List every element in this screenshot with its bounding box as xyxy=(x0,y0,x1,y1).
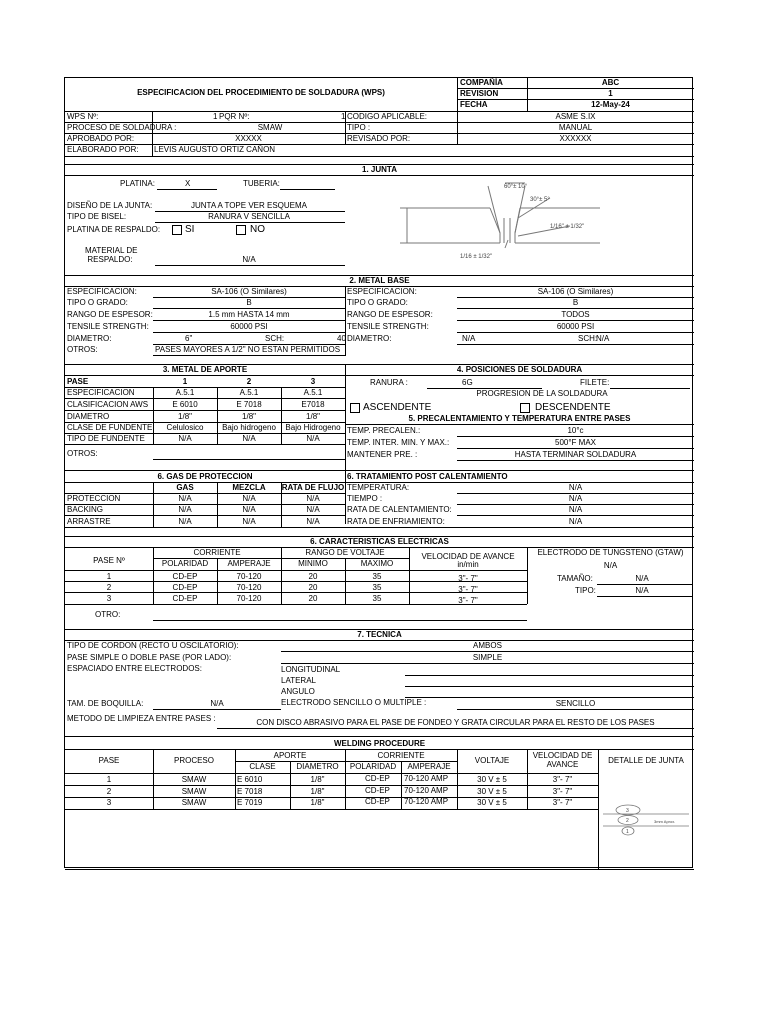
aporte-cell: E 6010 xyxy=(172,400,198,409)
boquilla-value: N/A xyxy=(210,699,224,708)
pase-simple-value: SIMPLE xyxy=(472,653,503,662)
pass-label-2: 2 xyxy=(626,818,629,824)
mb-otros-label: OTROS: xyxy=(67,345,98,354)
proc-cell: SMAW xyxy=(181,775,207,784)
aporte-col-2: 2 xyxy=(246,377,252,386)
proc-h-clase: CLASE xyxy=(249,762,276,771)
proceso-label: PROCESO DE SOLDADURA : xyxy=(67,123,177,132)
pqr-label: PQR Nº: xyxy=(219,112,250,121)
tipo-value-el: N/A xyxy=(635,586,649,595)
mb-sch-1: 40 xyxy=(337,334,346,343)
el-cell: 2 xyxy=(106,583,112,592)
aporte-cell: 1/8" xyxy=(306,412,320,421)
proc-h-diametro: DIAMETRO xyxy=(296,762,339,771)
proc-cell: 2 xyxy=(106,787,112,796)
electrodo-value: SENCILLO xyxy=(555,699,596,708)
proceso-value: SMAW xyxy=(257,123,283,132)
tecnica-title: 7. TECNICA xyxy=(357,630,402,639)
post-row-label: TIEMPO : xyxy=(347,494,383,503)
proc-cell: 1 xyxy=(106,775,112,784)
ranura-label: RANURA : xyxy=(370,378,408,387)
posiciones-title: 4. POSICIONES DE SOLDADURA xyxy=(456,365,583,374)
el-cell: 35 xyxy=(372,572,382,581)
diseno-label: DISEÑO DE LA JUNTA: xyxy=(67,201,153,210)
elaborado-value: LEVIS AUGUSTO ORTIZ CAÑON xyxy=(154,145,276,154)
proc-cell: SMAW xyxy=(181,787,207,796)
proc-cell: 1/8" xyxy=(310,775,325,784)
mb-grado-1: B xyxy=(246,298,252,307)
mb-rango-1: 1.5 mm HASTA 14 mm xyxy=(208,310,290,319)
proc-cell: SMAW xyxy=(181,798,207,807)
elaborado-label: ELABORADO POR: xyxy=(67,145,139,154)
procedure-title: WELDING PROCEDURE xyxy=(333,739,426,748)
gas-title: 6. GAS DE PROTECCION xyxy=(157,472,253,481)
dim-bevel: 30°± 5° xyxy=(530,197,550,203)
cordon-label: TIPO DE CORDON (RECTO U OSCILATORIO): xyxy=(67,641,239,650)
proc-cell: 30 V ± 5 xyxy=(477,798,507,807)
no-checkbox[interactable] xyxy=(236,225,246,235)
gas-col: MEZCLA xyxy=(232,483,266,492)
tipo-label-el: TIPO: xyxy=(575,586,596,595)
el-cell: 20 xyxy=(308,572,318,581)
dim-root: 1/16" ± 1/32" xyxy=(550,224,585,230)
fecha-value: 12-May-24 xyxy=(591,100,630,109)
gas-row-label: ARRASTRE xyxy=(67,517,111,526)
mb-esp-label-2: ESPECIFICACION: xyxy=(347,287,417,296)
gas-cell: N/A xyxy=(242,505,256,514)
post-cell: N/A xyxy=(568,483,583,492)
gas-cell: N/A xyxy=(178,517,192,526)
boquilla-label: TAM. DE BOQUILLA: xyxy=(67,699,144,708)
mb-sch-label: SCH: xyxy=(265,334,285,343)
gas-cell: N/A xyxy=(178,494,192,503)
angulo-label: ANGULO xyxy=(281,687,315,696)
proc-h-amperaje: AMPERAJE xyxy=(407,762,451,771)
platina-label: PLATINA: xyxy=(120,179,155,188)
proc-h-aporte: APORTE xyxy=(273,751,307,760)
el-cell: CD-EP xyxy=(172,594,198,603)
gas-cell: N/A xyxy=(306,517,320,526)
post-cell: N/A xyxy=(568,505,583,514)
el-cell: 3 xyxy=(106,594,112,603)
mb-esp-2: SA-106 (O Similares) xyxy=(537,287,614,296)
proc-cell: E 6010 xyxy=(237,775,263,784)
respaldo-label: PLATINA DE RESPALDO: xyxy=(67,225,161,234)
proc-cell: CD-EP xyxy=(365,774,390,783)
mb-tensile-label-2: TENSILE STRENGTH: xyxy=(347,322,429,331)
aporte-otros-label: OTROS: xyxy=(67,449,98,458)
aporte-row-label: CLASE DE FUNDENTE xyxy=(67,423,153,432)
aporte-col-3: 3 xyxy=(310,377,316,386)
tamano-label: TAMAÑO: xyxy=(557,574,593,583)
mb-esp-label: ESPECIFICACION: xyxy=(67,287,137,296)
aporte-col-1: 1 xyxy=(182,377,188,386)
aporte-cell: E7018 xyxy=(301,400,325,409)
mb-diam-2: N/A xyxy=(462,334,476,343)
proc-cell: 70-120 AMP xyxy=(404,786,449,795)
electrodo-label: ELECTRODO SENCILLO O MULTIPLE : xyxy=(281,698,427,707)
gas-col: RATA DE FLUJO xyxy=(281,483,345,492)
post-cell: N/A xyxy=(568,517,583,526)
aporte-row-label: TIPO DE FUNDENTE xyxy=(67,434,145,443)
proc-cell: E 7018 xyxy=(237,787,263,796)
diseno-value: JUNTA A TOPE VER ESQUEMA xyxy=(190,201,308,210)
el-velocidad-header: VELOCIDAD DE AVANCE xyxy=(421,552,515,561)
el-pase-header: PASE Nº xyxy=(93,556,125,565)
platina-value: X xyxy=(185,179,191,188)
metal-base-title: 2. METAL BASE xyxy=(349,276,410,285)
el-cell: CD-EP xyxy=(172,572,198,581)
aporte-cell: A.5.1 xyxy=(303,388,323,397)
el-amperaje-header: AMPERAJE xyxy=(227,559,271,568)
mb-sch-2: N/A xyxy=(596,334,610,343)
proc-cell: 70-120 AMP xyxy=(404,774,449,783)
wps-sheet xyxy=(64,77,693,868)
mb-tensile-1: 60000 PSI xyxy=(230,322,268,331)
proc-cell: 30 V ± 5 xyxy=(477,787,507,796)
precal-inter-label: TEMP. INTER. MIN. Y MAX.: xyxy=(347,438,450,447)
revision-value: 1 xyxy=(608,89,613,98)
pase-simple-label: PASE SIMPLE O DOBLE PASE (POR LADO): xyxy=(67,653,232,662)
ascendente-checkbox[interactable] xyxy=(350,403,360,413)
aporte-title: 3. METAL DE APORTE xyxy=(162,365,248,374)
wps-value: 1 xyxy=(213,112,218,121)
el-cell: 3"- 7" xyxy=(458,596,478,605)
proc-cell: CD-EP xyxy=(365,786,390,795)
codigo-label: CODIGO APLICABLE: xyxy=(347,112,428,121)
aporte-cell: N/A xyxy=(306,434,320,443)
material-label-1: MATERIAL DE xyxy=(85,246,138,255)
mb-tensile-label: TENSILE STRENGTH: xyxy=(67,322,149,331)
mb-grado-label: TIPO O GRADO: xyxy=(67,298,128,307)
aporte-row-label: CLASIFICACION AWS xyxy=(67,400,149,409)
mb-rango-label: RANGO DE ESPESOR: xyxy=(67,310,153,319)
mb-diam-label-2: DIAMETRO: xyxy=(347,334,392,343)
gas-row-label: PROTECCION xyxy=(67,494,121,503)
proc-h-pase: PASE xyxy=(98,756,120,765)
proc-cell: 3 xyxy=(106,798,112,807)
el-otro-label: OTRO: xyxy=(95,610,121,619)
proc-h-corriente: CORRIENTE xyxy=(377,751,425,760)
proc-h-proceso: PROCESO xyxy=(173,756,214,765)
tamano-value: N/A xyxy=(635,574,649,583)
aporte-cell: N/A xyxy=(178,434,192,443)
post-title: 6. TRATAMIENTO POST CALENTAMIENTO xyxy=(347,472,508,481)
mb-sch-label-2: SCH: xyxy=(578,334,598,343)
el-cell: 3"- 7" xyxy=(458,585,478,594)
aprobado-value: XXXXX xyxy=(235,134,262,143)
el-minimo-header: MINIMO xyxy=(298,559,328,568)
proc-h-velocidad-1: VELOCIDAD DE xyxy=(532,751,593,760)
limpieza-label: METODO DE LIMPIEZA ENTRE PASES : xyxy=(67,714,216,723)
revisado-label: REVISADO POR: xyxy=(347,134,411,143)
gas-row-label: BACKING xyxy=(67,505,104,514)
proc-h-detalle: DETALLE DE JUNTA xyxy=(608,756,684,765)
proc-cell: CD-EP xyxy=(365,797,390,806)
mb-rango-2: TODOS xyxy=(561,310,590,319)
mb-diam-label: DIAMETRO: xyxy=(67,334,112,343)
el-voltaje-header: RANGO DE VOLTAJE xyxy=(305,548,385,557)
no-label: NO xyxy=(250,224,265,235)
aporte-cell: Bajo Hidrogeno xyxy=(285,423,341,432)
dim-gap: 1/16 ± 1/32" xyxy=(460,254,493,260)
post-cell: N/A xyxy=(568,494,583,503)
proc-cell: 3"- 7" xyxy=(552,787,573,796)
el-cell: 35 xyxy=(372,583,382,592)
si-checkbox[interactable] xyxy=(172,225,182,235)
limpieza-value: CON DISCO ABRASIVO PARA EL PASE DE FONDEO Y GRATA CIRCULAR PARA EL RESTO DE LOS PASES xyxy=(256,718,655,727)
precal-inter-value: 500°F MAX xyxy=(555,438,596,447)
aporte-cell: Bajo hidrogeno xyxy=(222,423,276,432)
proc-cell: 3"- 7" xyxy=(552,798,573,807)
gas-cell: N/A xyxy=(306,494,320,503)
aporte-cell: A.5.1 xyxy=(175,388,195,397)
ascendente-label: ASCENDENTE xyxy=(363,402,432,413)
precal-mantener-value: HASTA TERMINAR SOLDADURA xyxy=(514,450,637,459)
gas-cell: N/A xyxy=(306,505,320,514)
el-cell: 35 xyxy=(372,594,382,603)
fecha-label: FECHA xyxy=(460,100,488,109)
gas-col: GAS xyxy=(176,483,194,492)
el-cell: 3"- 7" xyxy=(458,574,478,583)
joint-design-diagram xyxy=(400,178,600,263)
mb-grado-2: B xyxy=(572,298,579,307)
si-label: SI xyxy=(185,224,195,235)
proc-h-velocidad-2: AVANCE xyxy=(546,760,579,769)
filete-label: FILETE: xyxy=(580,378,610,387)
el-cell: CD-EP xyxy=(172,583,198,592)
document-title: ESPECIFICACION DEL PROCEDIMIENTO DE SOLDADURA (WPS) xyxy=(137,88,385,97)
ranura-value: 6G xyxy=(462,378,473,387)
pass-label-3: 3 xyxy=(626,808,629,814)
compania-value: ABC xyxy=(601,78,620,87)
codigo-value: ASME S.IX xyxy=(555,112,596,121)
precal-title: 5. PRECALENTAMIENTO Y TEMPERATURA ENTRE PASES xyxy=(408,414,631,423)
mb-diam-1: 6" xyxy=(185,334,193,343)
aporte-row-label: DIAMETRO xyxy=(67,412,110,421)
post-row-label: RATA DE CALENTAMIENTO: xyxy=(347,505,452,514)
el-cell: 70-120 xyxy=(236,572,262,581)
lateral-label: LATERAL xyxy=(281,676,316,685)
aporte-cell: Celulosico xyxy=(166,423,204,432)
proc-h-voltaje: VOLTAJE xyxy=(474,756,510,765)
tipo-label: TIPO : xyxy=(347,123,371,132)
gas-cell: N/A xyxy=(242,494,256,503)
aporte-cell: A.5.1 xyxy=(239,388,259,397)
proc-h-polaridad: POLARIDAD xyxy=(349,762,397,771)
proc-cell: E 7019 xyxy=(237,798,263,807)
proc-cell: 1/8" xyxy=(310,798,325,807)
gas-cell: N/A xyxy=(242,517,256,526)
junta-title: 1. JUNTA xyxy=(362,165,397,174)
precal-temp-value: 10°c xyxy=(567,426,584,435)
aprobado-label: APROBADO POR: xyxy=(67,134,135,143)
dim-angle: 60°± 10° xyxy=(504,184,528,190)
bisel-value: RANURA V SENCILLA xyxy=(208,212,290,221)
mb-grado-label-2: TIPO O GRADO: xyxy=(347,298,408,307)
aporte-cell: 1/8" xyxy=(178,412,192,421)
electricas-title: 6. CARACTERISTICAS ELECTRICAS xyxy=(310,537,449,546)
el-maximo-header: MAXIMO xyxy=(360,559,394,568)
el-tungsteno-header: ELECTRODO DE TUNGSTENO (GTAW) xyxy=(537,548,684,557)
aporte-cell: 1/8" xyxy=(242,412,256,421)
wps-label: WPS Nº: xyxy=(67,112,99,121)
revision-label: REVISION xyxy=(460,89,499,98)
pass-note: 3mm Aprox. xyxy=(654,819,676,824)
aporte-row-label: ESPECIFICACION xyxy=(67,388,135,397)
revisado-value: XXXXXX xyxy=(559,134,592,143)
proc-cell: 3"- 7" xyxy=(552,775,573,784)
cordon-value: AMBOS xyxy=(473,641,502,650)
descendente-label: DESCENDENTE xyxy=(535,402,611,413)
el-cell: 70-120 xyxy=(236,594,262,603)
mb-otros-value: PASES MAYORES A 1/2" NO ESTAN PERMITIDOS xyxy=(155,345,341,354)
proc-cell: 30 V ± 5 xyxy=(477,775,507,784)
descendente-checkbox[interactable] xyxy=(520,403,530,413)
el-corriente-header: CORRIENTE xyxy=(193,548,241,557)
mb-tensile-2: 60000 PSI xyxy=(556,322,595,331)
post-row-label: RATA DE ENFRIAMIENTO: xyxy=(347,517,445,526)
gas-cell: N/A xyxy=(178,505,192,514)
progresion-label: PROGRESION DE LA SOLDADURA xyxy=(476,389,608,398)
mb-esp-1: SA-106 (O Similares) xyxy=(211,287,287,296)
longitudinal-label: LONGITUDINAL xyxy=(281,665,341,674)
proc-cell: 1/8" xyxy=(310,787,325,796)
el-cell: 70-120 xyxy=(236,583,262,592)
precal-temp-label: TEMP. PRECALEN.: xyxy=(347,426,421,435)
aporte-pase-label: PASE xyxy=(67,377,89,386)
el-cell: 20 xyxy=(308,594,318,603)
tuberia-label: TUBERIA: xyxy=(243,179,280,188)
tipo-value: MANUAL xyxy=(558,123,593,132)
pqr-value: 1 xyxy=(341,112,346,121)
espaciado-label: ESPACIADO ENTRE ELECTRODOS: xyxy=(67,664,202,673)
mb-rango-label-2: RANGO DE ESPESOR: xyxy=(347,310,433,319)
el-tungsteno-value: N/A xyxy=(603,561,618,570)
material-label-2: RESPALDO: xyxy=(87,255,133,264)
el-cell: 1 xyxy=(106,572,112,581)
el-cell: 20 xyxy=(308,583,318,592)
pass-label-1: 1 xyxy=(626,829,629,835)
material-value: N/A xyxy=(242,255,256,264)
post-row-label: TEMPERATURA: xyxy=(347,483,410,492)
bisel-label: TIPO DE BISEL: xyxy=(67,212,127,221)
el-velocidad-unit: in/min xyxy=(457,560,479,569)
pass-sequence-diagram xyxy=(601,800,691,840)
el-polaridad-header: POLARIDAD xyxy=(161,559,209,568)
aporte-cell: N/A xyxy=(242,434,256,443)
precal-mantener-label: MANTENER PRE. : xyxy=(347,450,418,459)
compania-label: COMPAÑÍA xyxy=(460,78,503,87)
proc-cell: 70-120 AMP xyxy=(404,797,449,806)
aporte-cell: E 7018 xyxy=(236,400,262,409)
